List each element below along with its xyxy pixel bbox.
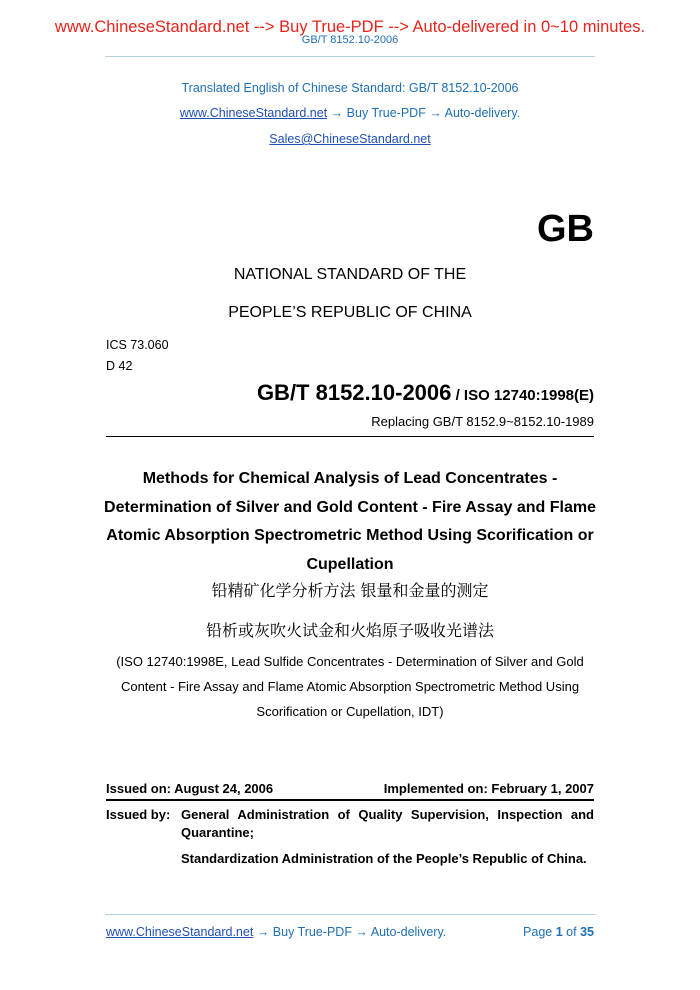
footer-site-link[interactable]: www.ChineseStandard.net <box>106 925 254 939</box>
page-indicator <box>523 925 594 939</box>
chinese-title-line2: 铅析或灰吹火试金和火焰原子吸收光谱法 <box>205 621 494 640</box>
replacing-note: Replacing GB/T 8152.9~8152.10-1989 <box>371 414 594 429</box>
d-code: D 42 <box>106 359 133 373</box>
buy-pdf-link[interactable]: Buy True-PDF <box>346 106 426 120</box>
page-total: 35 <box>580 925 594 939</box>
standard-number <box>257 380 594 406</box>
header-standard-code: GB/T 8152.10-2006 <box>301 34 399 46</box>
national-standard-line2: PEOPLE’S REPUBLIC OF CHINA <box>228 304 472 321</box>
dates-divider <box>106 799 594 801</box>
issuer-aqsiq: General Administration of Quality Supervision, Inspection and Quarantine; <box>181 807 594 840</box>
arrow-right-icon: → <box>355 925 368 939</box>
arrow-right-icon: → <box>330 106 344 120</box>
footer-links <box>106 925 446 939</box>
iso-reference: (ISO 12740:1998E, Lead Sulfide Concentrates - Determination of Silver and Gold Content - Fire Assay and Flame Atomic Absorption Spectrometric Method Using Scorification or Cupellation, IDT) <box>116 654 584 719</box>
arrow-right-icon: → <box>256 925 270 939</box>
title-divider <box>106 436 594 437</box>
gb-mark: GB <box>537 208 594 250</box>
of-label: of <box>566 925 577 939</box>
header-divider <box>105 56 595 57</box>
footer-auto-delivery: Auto-delivery. <box>370 925 447 939</box>
page-label: Page <box>523 925 553 939</box>
page-current: 1 <box>555 925 563 939</box>
iso-number: ISO 12740:1998(E) <box>463 387 594 404</box>
implemented-on: Implemented on: February 1, 2007 <box>383 781 594 796</box>
number-separator: / <box>451 387 464 404</box>
translation-links <box>0 106 700 120</box>
issued-by-label: Issued by: <box>106 807 171 822</box>
email-row <box>0 132 700 146</box>
translation-note: Translated English of Chinese Standard: GB/T 8152.10-2006 <box>181 81 519 95</box>
footer-buy-pdf-link[interactable]: Buy True-PDF <box>272 925 352 939</box>
issued-on: Issued on: August 24, 2006 <box>106 781 274 796</box>
national-standard-line1: NATIONAL STANDARD OF THE <box>233 266 467 283</box>
footer-divider <box>105 914 595 915</box>
arrow-right-icon: → <box>429 106 442 120</box>
chinese-title-line1: 铅精矿化学分析方法 银量和金量的测定 <box>211 581 489 600</box>
top-banner-link[interactable]: www.ChineseStandard.net --> Buy True-PDF --> Auto-delivered in 0~10 minutes. <box>54 18 646 36</box>
auto-delivery-text: Auto-delivery. <box>444 106 521 120</box>
issuing-authorities <box>181 806 594 868</box>
site-link[interactable]: www.ChineseStandard.net <box>179 106 328 120</box>
gbt-number: GB/T 8152.10-2006 <box>256 380 452 405</box>
issuer-sac: Standardization Administration of the People’s Republic of China. <box>181 851 587 866</box>
ics-code: ICS 73.060 <box>106 338 169 352</box>
sales-email-link[interactable]: Sales@ChineseStandard.net <box>269 132 431 146</box>
english-title: Methods for Chemical Analysis of Lead Concentrates - Determination of Silver and Gold Content - Fire Assay and Flame Atomic Absorption Spectrometric Method Using Scorification or Cupellation <box>104 470 596 573</box>
